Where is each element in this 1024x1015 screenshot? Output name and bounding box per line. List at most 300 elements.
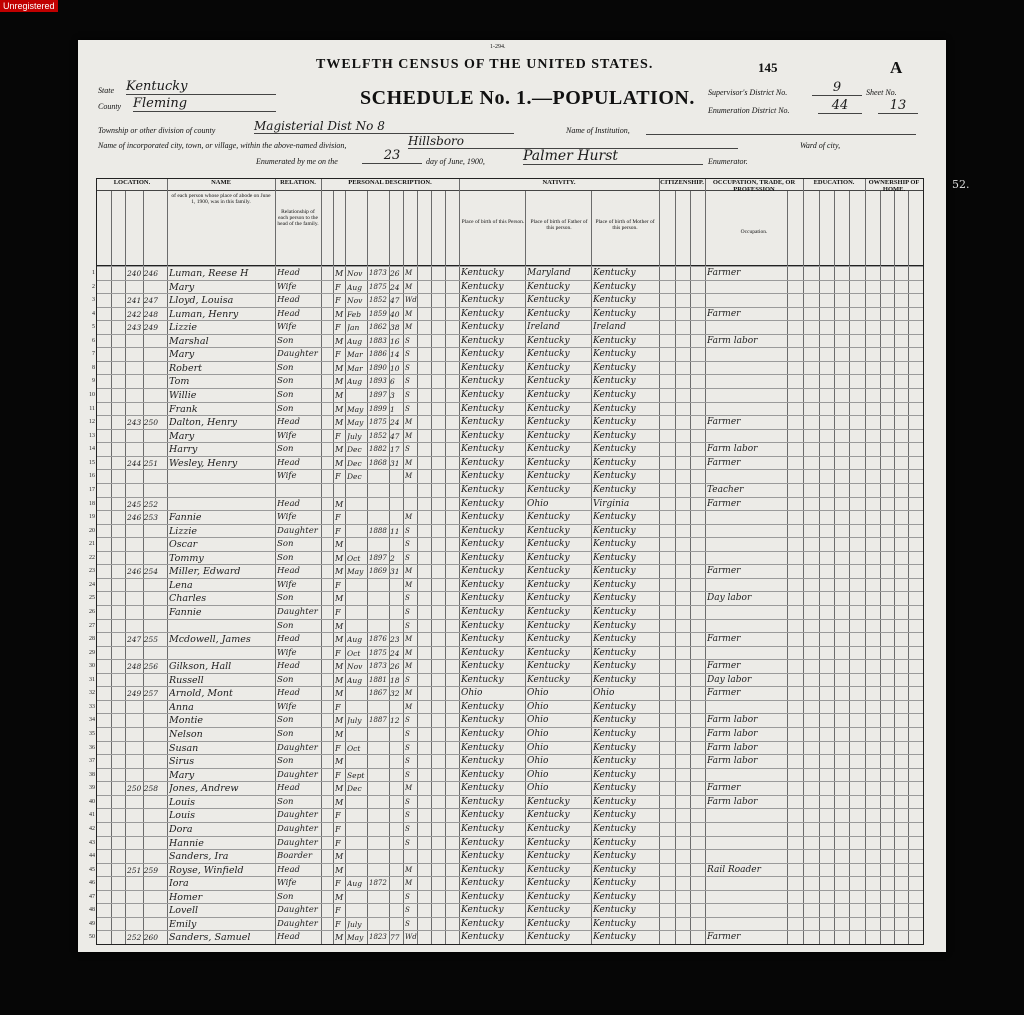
cell-month	[347, 823, 367, 836]
cell-occ: Farm labor	[707, 742, 758, 753]
cell-mother: Kentucky	[593, 525, 636, 536]
cell-sex: M	[335, 377, 344, 387]
cell-n: 23	[89, 568, 95, 575]
cell-n: 17	[89, 486, 95, 493]
cell-mar: S	[405, 811, 410, 820]
table-row	[89, 673, 923, 687]
cell-n: 45	[89, 866, 95, 873]
table-row	[89, 564, 923, 578]
table-row	[89, 632, 923, 646]
cell-occ: Day labor	[707, 593, 752, 604]
cell-occ: Farmer	[707, 783, 741, 794]
cell-sex: M	[335, 635, 344, 645]
group-personal: PERSONAL DESCRIPTION.	[321, 179, 459, 191]
cell-name: Mary	[169, 349, 195, 361]
cell-mar: M	[405, 309, 413, 318]
cell-month: Dec	[347, 472, 362, 482]
cell-dwelling	[127, 891, 167, 904]
cell-month: Sept	[347, 770, 365, 780]
cell-father: Kentucky	[527, 539, 570, 550]
cell-name	[169, 647, 275, 660]
cell-n: 21	[89, 541, 95, 548]
cell-n: 9	[92, 378, 95, 385]
cell-mother: Kentucky	[593, 444, 636, 455]
cell-mother: Kentucky	[593, 715, 636, 726]
cell-dwelling	[127, 850, 167, 863]
cell-dwelling	[127, 823, 167, 836]
cell-age: 3	[390, 391, 395, 401]
cell-n: 4	[92, 310, 95, 317]
cell-occ	[707, 525, 787, 538]
cell-father: Kentucky	[527, 417, 570, 428]
cell-sex: M	[335, 784, 344, 794]
cell-dwelling: 251 259	[127, 865, 159, 875]
cell-sex: M	[335, 418, 344, 428]
cell-birth: Kentucky	[461, 512, 504, 523]
cell-mother: Kentucky	[593, 390, 636, 401]
cell-n: 8	[92, 364, 95, 371]
cell-name	[169, 498, 275, 511]
cell-year: 1862	[369, 323, 387, 332]
cell-age	[390, 809, 403, 822]
cell-month	[347, 864, 367, 877]
cell-name: Mary	[169, 769, 195, 781]
cell-month	[347, 796, 367, 809]
cell-sex: M	[335, 553, 344, 563]
table-row	[89, 903, 923, 917]
cell-year	[369, 769, 389, 782]
cell-sex: M	[335, 499, 344, 509]
cell-dwelling	[127, 552, 167, 565]
cell-occ	[707, 552, 787, 565]
cell-occ: Farmer	[707, 457, 741, 468]
cell-month: Oct	[347, 743, 361, 753]
cell-sex: M	[335, 540, 344, 550]
table-row	[89, 822, 923, 836]
cell-dwelling	[127, 728, 167, 741]
cell-mother: Kentucky	[593, 417, 636, 428]
cell-rel: Wife	[277, 471, 297, 482]
cell-birth: Kentucky	[461, 701, 504, 712]
cell-month: May	[347, 567, 364, 577]
cell-n: 49	[89, 920, 95, 927]
cell-rel: Son	[277, 674, 294, 685]
cell-dwelling: 245 252	[127, 499, 159, 509]
sheet-letter: A	[890, 58, 903, 77]
cell-name: Lloyd, Louisa	[169, 295, 234, 307]
cell-month	[347, 525, 367, 538]
cell-mar: S	[405, 377, 410, 386]
cell-mother: Kentucky	[593, 932, 636, 943]
cell-mar: M	[405, 865, 413, 874]
cell-name: Iora	[169, 878, 189, 890]
table-row	[89, 890, 923, 904]
cell-month: Oct	[347, 553, 361, 563]
cell-mar	[405, 484, 417, 497]
cell-birth: Kentucky	[461, 349, 504, 360]
table-row	[89, 768, 923, 782]
cell-age: 47	[390, 296, 400, 306]
cell-age: 77	[390, 933, 400, 943]
cell-occ	[707, 348, 787, 361]
cell-mother: Kentucky	[593, 539, 636, 550]
cell-age	[390, 728, 403, 741]
enumerator-label: Enumerator.	[708, 157, 748, 166]
cell-birth: Kentucky	[461, 905, 504, 916]
cell-father: Kentucky	[527, 484, 570, 495]
cell-father: Kentucky	[527, 823, 570, 834]
cell-name: Anna	[169, 701, 194, 713]
cell-birth: Kentucky	[461, 498, 504, 509]
cell-occ	[707, 904, 787, 917]
county-value: Fleming	[133, 96, 276, 112]
cell-year: 1852	[369, 296, 387, 305]
cell-occ	[707, 538, 787, 551]
cell-mar: S	[405, 770, 410, 779]
cell-year: 1875	[369, 282, 387, 291]
table-row	[89, 442, 923, 456]
cell-birth: Kentucky	[461, 457, 504, 468]
cell-birth: Ohio	[461, 688, 483, 699]
cell-rel: Head	[277, 783, 300, 794]
cell-age	[390, 484, 403, 497]
cell-rel: Head	[277, 498, 300, 509]
cell-sex: F	[335, 431, 341, 441]
group-name: NAME	[167, 179, 275, 191]
cell-month: Dec	[347, 784, 362, 794]
cell-name: Susan	[169, 742, 199, 754]
census-sheet	[78, 40, 946, 952]
cell-occ: Farm labor	[707, 444, 758, 455]
cell-dwelling	[127, 538, 167, 551]
cell-name: Charles	[169, 593, 207, 605]
cell-name: Sanders, Samuel	[169, 932, 251, 944]
cell-mother: Kentucky	[593, 295, 636, 306]
cell-month	[347, 687, 367, 700]
table-row	[89, 429, 923, 443]
cell-rel: Daughter	[277, 918, 318, 929]
cell-n: 20	[89, 527, 95, 534]
cell-n: 46	[89, 880, 95, 887]
cell-rel: Son	[277, 891, 294, 902]
cell-dwelling	[127, 443, 167, 456]
cell-month: Nov	[347, 269, 363, 278]
table-row	[89, 591, 923, 605]
relation-note: Relationship of each person to the head of the family.	[277, 209, 319, 227]
cell-dwelling	[127, 877, 167, 890]
cell-birth: Kentucky	[461, 268, 504, 278]
cell-n: 44	[89, 853, 95, 860]
cell-dwelling	[127, 375, 167, 388]
cell-rel: Head	[277, 457, 300, 468]
margin-number: 52.	[952, 178, 970, 191]
cell-rel: Daughter	[277, 905, 318, 916]
cell-sex: M	[335, 892, 344, 902]
cell-dwelling: 248 256	[127, 662, 159, 672]
cell-n: 27	[89, 622, 95, 629]
cell-rel: Head	[277, 566, 300, 577]
cell-occ	[707, 606, 787, 619]
cell-age	[390, 877, 403, 890]
cell-sex: M	[335, 689, 344, 699]
cell-mar: M	[405, 689, 413, 698]
cell-mar: M	[405, 702, 413, 711]
cell-father: Kentucky	[527, 281, 570, 292]
cell-rel: Boarder	[277, 851, 313, 862]
table-row	[89, 754, 923, 768]
cell-occ	[707, 281, 787, 294]
cell-month	[347, 904, 367, 917]
cell-mar: S	[405, 824, 410, 833]
cell-mother: Kentucky	[593, 593, 636, 604]
cell-father: Kentucky	[527, 390, 570, 401]
cell-father: Kentucky	[527, 362, 570, 373]
cell-mother: Kentucky	[593, 471, 636, 482]
cell-father: Kentucky	[527, 525, 570, 536]
cell-month: July	[347, 716, 362, 726]
cell-month: Aug	[347, 282, 363, 292]
cell-birth: Kentucky	[461, 444, 504, 455]
cell-year	[369, 606, 389, 619]
cell-age: 31	[390, 567, 400, 577]
cell-rel: Daughter	[277, 742, 318, 753]
cell-sex: M	[335, 730, 344, 740]
table-row	[89, 551, 923, 565]
cell-father: Kentucky	[527, 918, 570, 929]
cell-dwelling: 243 250	[127, 418, 159, 428]
cell-rel: Daughter	[277, 837, 318, 848]
cell-rel: Head	[277, 634, 300, 645]
cell-n: 30	[89, 663, 95, 670]
cell-year: 1873	[369, 662, 387, 671]
cell-occ	[707, 620, 787, 633]
cell-father: Kentucky	[527, 295, 570, 306]
cell-month: Jan	[347, 323, 360, 333]
cell-sex: F	[335, 580, 341, 590]
cell-year: 1875	[369, 648, 387, 657]
cell-mar: S	[405, 757, 410, 766]
cell-mar: S	[405, 350, 410, 359]
table-row	[89, 659, 923, 673]
cell-year: 1859	[369, 309, 387, 318]
cell-occ	[707, 918, 787, 931]
cell-year: 1881	[369, 675, 387, 684]
cell-mother: Kentucky	[593, 430, 636, 441]
cell-n: 34	[89, 717, 95, 724]
cell-n: 10	[89, 392, 95, 399]
table-row	[92, 293, 923, 307]
cell-father: Ohio	[527, 769, 549, 780]
cell-rel: Wife	[277, 579, 297, 590]
cell-sex: F	[335, 743, 341, 753]
cell-name	[169, 620, 275, 633]
cell-month: Mar	[347, 350, 363, 360]
cell-year: 1867	[369, 689, 387, 698]
cell-rel: Son	[277, 620, 294, 631]
cell-age: 16	[390, 336, 400, 346]
cell-mar: M	[405, 648, 413, 657]
cell-month	[347, 538, 367, 551]
state-value: Kentucky	[126, 79, 276, 95]
cell-name: Dora	[169, 823, 193, 835]
census-table	[89, 178, 924, 945]
cell-month	[347, 701, 367, 714]
cell-occ	[707, 389, 787, 402]
cell-father: Kentucky	[527, 891, 570, 902]
cell-year	[369, 592, 389, 605]
city-value: Hillsboro	[408, 134, 738, 149]
cell-mother: Kentucky	[593, 674, 636, 685]
cell-mar: M	[405, 635, 413, 644]
cell-sex: F	[335, 879, 341, 889]
cell-father: Kentucky	[527, 810, 570, 821]
cell-father: Kentucky	[527, 905, 570, 916]
cell-n: 1	[92, 270, 95, 276]
cell-age	[390, 498, 403, 511]
cell-father: Ohio	[527, 783, 549, 794]
cell-mar: S	[405, 892, 410, 901]
cell-father: Kentucky	[527, 430, 570, 441]
cell-occ	[707, 430, 787, 443]
cell-mother: Kentucky	[593, 810, 636, 821]
cell-father: Ohio	[527, 756, 549, 767]
cell-mother: Kentucky	[593, 661, 636, 672]
cell-mother: Kentucky	[593, 864, 636, 875]
cell-dwelling	[127, 606, 167, 619]
cell-mar: M	[405, 323, 413, 332]
cell-n: 25	[89, 595, 95, 602]
cell-n: 42	[89, 825, 95, 832]
cell-mother: Kentucky	[593, 837, 636, 848]
cell-age	[390, 891, 403, 904]
cell-name: Luman, Henry	[169, 308, 239, 320]
cell-rel: Head	[277, 688, 300, 699]
occupation-note: Occupation.	[740, 229, 768, 235]
cell-birth: Kentucky	[461, 484, 504, 495]
cell-father: Kentucky	[527, 647, 570, 658]
cell-mar: S	[405, 675, 410, 684]
cell-occ	[707, 511, 787, 524]
cell-year	[369, 891, 389, 904]
table-row	[89, 402, 923, 416]
cell-occ: Teacher	[707, 484, 744, 495]
table-row	[89, 483, 923, 497]
cell-dwelling	[127, 592, 167, 605]
cell-name: Sanders, Ira	[169, 851, 229, 863]
cell-age	[390, 592, 403, 605]
cell-father: Ireland	[527, 322, 560, 333]
cell-n: 39	[89, 785, 95, 792]
cell-age	[390, 511, 403, 524]
cell-mar: M	[405, 282, 413, 291]
cell-n: 13	[89, 432, 95, 439]
cell-father: Kentucky	[527, 349, 570, 360]
cell-name: Sirus	[169, 756, 195, 768]
mother-place-note: Place of birth of Mother of this person.	[595, 219, 655, 231]
cell-year: 1873	[369, 269, 387, 277]
cell-year: 1886	[369, 350, 387, 359]
table-row	[89, 605, 923, 619]
enumerator-name: Palmer Hurst	[523, 148, 703, 165]
cell-dwelling	[127, 430, 167, 443]
cell-rel: Head	[277, 295, 300, 306]
cell-age	[390, 620, 403, 633]
cell-mother: Kentucky	[593, 349, 636, 360]
cell-occ: Farm labor	[707, 729, 758, 740]
cell-n: 22	[89, 554, 95, 561]
cell-month: May	[347, 933, 364, 943]
cell-name: Willie	[169, 390, 197, 402]
cell-occ: Farm labor	[707, 715, 758, 726]
cell-sex: F	[335, 838, 341, 848]
cell-month: Aug	[347, 336, 363, 346]
cell-year	[369, 742, 389, 755]
cell-age: 24	[390, 418, 400, 428]
cell-age: 31	[390, 458, 400, 468]
cell-dwelling: 240 246	[127, 269, 159, 278]
cell-mar: S	[405, 838, 410, 847]
cell-year	[369, 498, 389, 511]
enumerated-day: 23	[362, 148, 422, 164]
cell-rel: Wife	[277, 878, 297, 889]
cell-mar: S	[405, 797, 410, 806]
cell-rel: Son	[277, 593, 294, 604]
cell-mar: S	[405, 553, 410, 562]
cell-father: Kentucky	[527, 674, 570, 685]
cell-mother: Kentucky	[593, 783, 636, 794]
cell-dwelling	[127, 837, 167, 850]
cell-mother: Kentucky	[593, 552, 636, 563]
cell-sex: M	[335, 757, 344, 767]
cell-name: Wesley, Henry	[169, 457, 238, 469]
cell-father: Kentucky	[527, 620, 570, 631]
cell-name: Lizzie	[169, 525, 198, 537]
cell-father: Kentucky	[527, 796, 570, 807]
cell-occ: Farmer	[707, 634, 741, 645]
cell-birth: Kentucky	[461, 471, 504, 482]
cell-rel: Son	[277, 403, 294, 414]
cell-mar: M	[405, 784, 413, 793]
cell-age: 24	[390, 648, 400, 658]
cell-birth: Kentucky	[461, 864, 504, 875]
cell-occ	[707, 823, 787, 836]
cell-name: Miller, Edward	[169, 566, 241, 578]
table-row	[92, 280, 923, 294]
cell-year: 1887	[369, 716, 387, 725]
cell-rel: Daughter	[277, 810, 318, 821]
table-row	[89, 863, 923, 877]
page-ref: 1-294.	[490, 44, 506, 50]
cell-name: Fannie	[169, 512, 202, 524]
cell-mar: M	[405, 458, 413, 467]
table-row	[89, 700, 923, 714]
cell-mother: Kentucky	[593, 647, 636, 658]
cell-sex: M	[335, 445, 344, 455]
cell-year: 1876	[369, 635, 387, 644]
cell-year: 1872	[369, 879, 387, 888]
cell-occ	[707, 837, 787, 850]
cell-sex: M	[335, 458, 344, 468]
cell-age: 18	[390, 675, 400, 685]
cell-age	[390, 579, 403, 592]
cell-n: 5	[92, 324, 95, 331]
cell-name: Lizzie	[169, 322, 198, 334]
group-citizenship: CITIZENSHIP.	[659, 179, 705, 191]
cell-month	[347, 579, 367, 592]
cell-rel: Wife	[277, 647, 297, 658]
cell-occ	[707, 362, 787, 375]
cell-dwelling	[127, 620, 167, 633]
